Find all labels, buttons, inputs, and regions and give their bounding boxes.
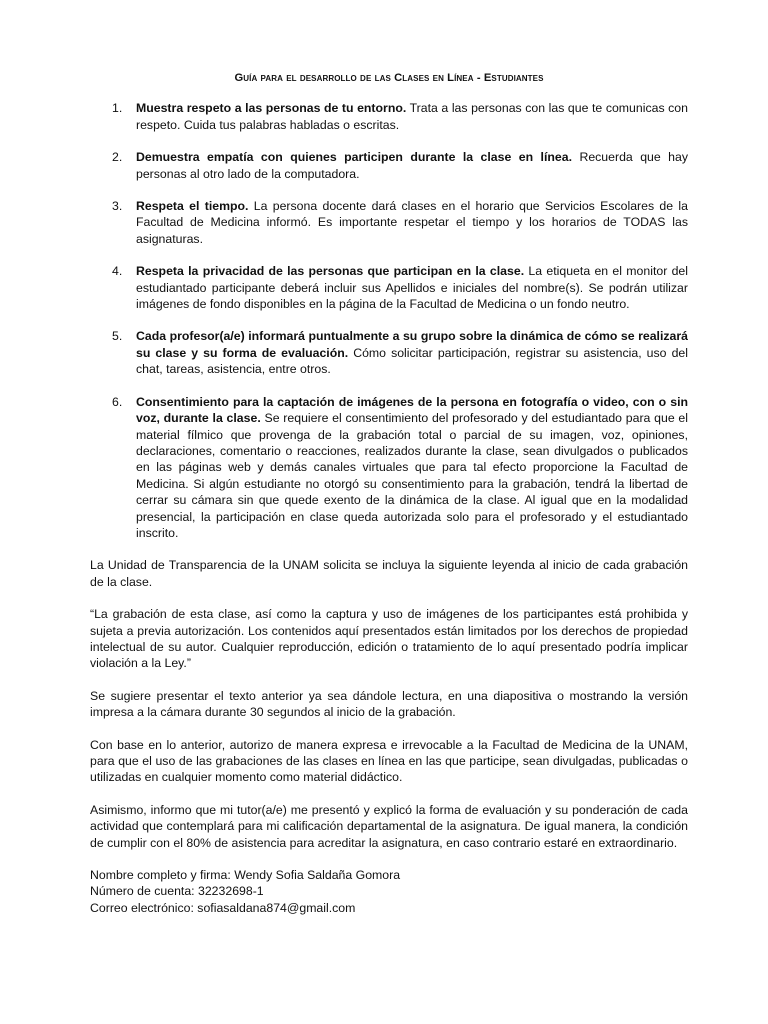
list-item bbox=[90, 328, 688, 377]
signature-email: Correo electrónico: sofiasaldana874@gmail.com bbox=[90, 900, 356, 915]
list-item-text: Recuerda que hay personas al otro lado de la computadora. bbox=[136, 150, 688, 181]
list-item-heading: Cada profesor(a/e) informará puntualmente a su grupo sobre la dinámica de cómo se realizará su clase y su forma de evaluación. bbox=[136, 329, 688, 360]
signature-account-number: Número de cuenta: 32232698-1 bbox=[90, 884, 264, 899]
document-title: Guía para el desarrollo de las Clases en Línea - Estudiantes bbox=[234, 72, 544, 84]
list-item-text: Cómo solicitar participación, registrar su asistencia, uso del chat, tareas, asistencia, entre otros. bbox=[136, 345, 688, 377]
list-item bbox=[90, 263, 688, 312]
list-item bbox=[90, 198, 688, 247]
list-item-text: Se requiere el consentimiento del profesorado y del estudiantado para que el material fílmico que provenga de la grabación total o parcial de su imagen, voz, opiniones, declaraciones, comentario o reacciones, realizados durante la clase, sean divulgados o publicados en las páginas web y demás canales virtuales que para tal efecto proporcione la Facultad de Medicina. Si algún estudiante no otorgó su consentimiento para la grabación, tendrá la libertad de cerrar su cámara sin que quede exento de la dinámica de la clase. Al igual que en la modalidad presencial, la participación en clase queda autorizada solo para el profesorado y el estudiantado inscrito. bbox=[136, 411, 689, 540]
list-item bbox=[90, 149, 688, 182]
list-item bbox=[90, 394, 688, 542]
presentation-suggestion-paragraph: Se sugiere presentar el texto anterior ya sea dándole lectura, en una diapositiva o mostrando la versión impresa a la cámara durante 30 segundos al inicio de la grabación. bbox=[90, 688, 688, 720]
list-item-number: 3. bbox=[112, 199, 123, 214]
list-item-text: La persona docente dará clases en el horario que Servicios Escolares de la Facultad de Medicina informó. Es importante respetar el tiempo y los horarios de TODAS las asignaturas. bbox=[136, 199, 688, 246]
signature-block bbox=[90, 867, 688, 916]
list-item-text: La etiqueta en el monitor del estudiantado participante deberá incluir sus Apellidos e iniciales del nombre(s). Se podrán utilizar imágenes de fondo disponibles en la página de la Facultad de Medicina o un fondo neutro. bbox=[136, 264, 689, 312]
list-item-number: 5. bbox=[112, 329, 123, 344]
list-item-number: 1. bbox=[112, 101, 123, 116]
list-item-heading: Respeta el tiempo. bbox=[136, 199, 249, 214]
signature-name: Nombre completo y firma: Wendy Sofia Saldaña Gomora bbox=[90, 868, 401, 883]
list-item-text: Trata a las personas con las que te comunicas con respeto. Cuida tus palabras habladas o escritas. bbox=[136, 101, 688, 132]
list-item-heading: Demuestra empatía con quienes participen durante la clase en línea. bbox=[136, 150, 572, 165]
list-item-number: 2. bbox=[112, 150, 123, 165]
guidelines-list bbox=[90, 100, 688, 541]
recording-legend-quote: “La grabación de esta clase, así como la captura y uso de imágenes de los participantes está prohibida y sujeta a previa autorización. Los contenidos aquí presentados están limitados por los derechos de propiedad intelectual de su autor. Cualquier reproducción, edición o tratamiento de lo aquí presentado podría implicar violación a la Ley.” bbox=[90, 607, 688, 671]
list-item-number: 4. bbox=[112, 264, 123, 279]
evaluation-paragraph: Asimismo, informo que mi tutor(a/e) me presentó y explicó la forma de evaluación y su ponderación de cada actividad que contemplará para mi calificación departamental de la asignatura. De igual manera, la condición de cumplir con el 80% de asistencia para acreditar la asignatura, en caso contrario estaré en extraordinario. bbox=[90, 802, 688, 850]
list-item-heading: Consentimiento para la captación de imágenes de la persona en fotografía o video, con o sin voz, durante la clase. bbox=[136, 394, 688, 426]
authorization-paragraph: Con base en lo anterior, autorizo de manera expresa e irrevocable a la Facultad de Medicina de la UNAM, para que el uso de las grabaciones de las clases en línea en las que participe, sean divulgadas, publicadas o utilizadas en cualquier momento como material didáctico. bbox=[90, 737, 688, 785]
list-item-number: 6. bbox=[112, 394, 123, 409]
list-item-heading: Muestra respeto a las personas de tu entorno. bbox=[136, 101, 407, 116]
list-item-heading: Respeta la privacidad de las personas que participan en la clase. bbox=[136, 264, 525, 279]
transparency-paragraph: La Unidad de Transparencia de la UNAM solicita se incluya la siguiente leyenda al inicio de cada grabación de la clase. bbox=[90, 558, 688, 589]
list-item bbox=[90, 100, 688, 133]
